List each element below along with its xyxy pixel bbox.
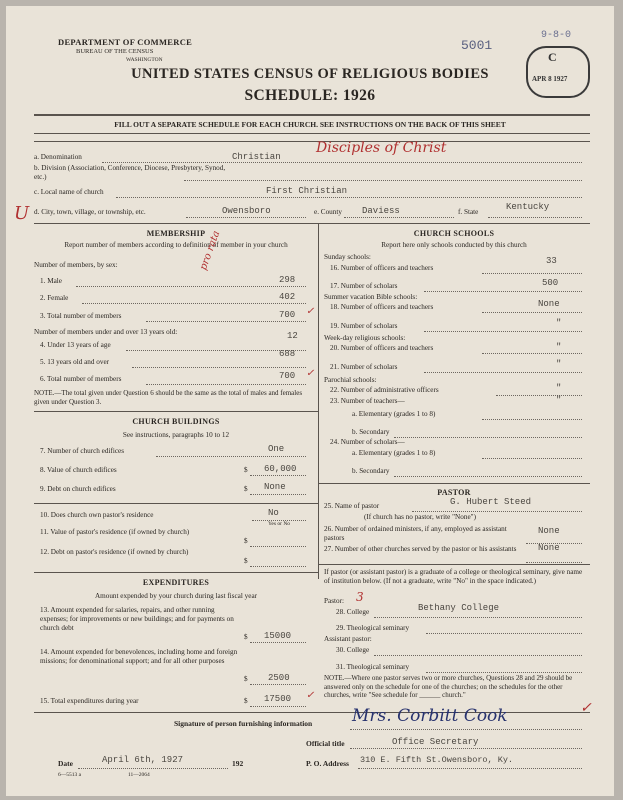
dollar-sign: $ [244,466,248,474]
member-row-value: 298 [279,275,296,285]
q28-value: Bethany College [418,603,500,613]
dollar-sign: $ [244,485,248,493]
q14-value: 2500 [268,673,290,683]
school-row-label: a. Elementary (grades 1 to 8) [352,410,436,418]
building-row-label: 10. Does church own pastor's residence [40,511,154,519]
building-row-label: 7. Number of church edifices [40,447,125,455]
q15-label: 15. Total expenditures during year [40,697,139,705]
school-row-label: b. Secondary [352,428,390,436]
department-label: DEPARTMENT OF COMMERCE [58,37,193,47]
member-row-label: 4. Under 13 years of age [40,341,111,349]
member-row-label: 2. Female [40,294,69,302]
school-row-value: 500 [542,278,559,288]
print-code: 6—5513 a [58,772,82,778]
school-row-value: 33 [546,256,557,266]
age-heading: Number of members under and over 13 years old: [34,328,178,336]
member-row-value: 700 [279,371,296,381]
dollar-sign: $ [244,675,248,683]
building-row-value: One [268,444,285,454]
member-row-value: 688 [279,349,296,359]
handwritten-code: 9-8-0 [541,30,572,41]
member-row-value: 12 [287,331,298,341]
buildings-sub: See instructions, paragraphs 10 to 12 [122,431,230,439]
school-row-label: 21. Number of scholars [330,363,398,371]
city-label: WASHINGTON [126,57,163,63]
yes-no-hint: Yes or No [268,521,291,527]
school-row-label: 20. Number of officers and teachers [330,344,434,352]
school-row-label: a. Elementary (grades 1 to 8) [352,449,436,457]
schedule-title: SCHEDULE: 1926 [244,87,376,104]
q31-label: 31. Theological seminary [336,663,410,671]
q27-label: 27. Number of other churches served by the pastor or his assistants [324,545,517,553]
q26-value: None [538,526,560,536]
college-intro: If pastor (or assistant pastor) is a graduate of a college or theological seminary, give name of institution below. (If not a graduate, write "No" in the space indicated.) [324,568,583,585]
building-row-label: 9. Debt on church edifices [40,485,116,493]
school-row-value: " [556,342,562,352]
q25-label: 25. Name of pastor [324,502,380,510]
member-row-label: 1. Male [40,277,62,285]
handwritten-note: pro rata [198,229,223,272]
q30-label: 30. College [336,646,370,654]
date-value: April 6th, 1927 [102,755,184,765]
building-row-value: No [268,508,279,518]
instruction-line: FILL OUT A SEPARATE SCHEDULE FOR EACH CHURCH. SEE INSTRUCTIONS ON THE BACK OF THIS SHEET [114,120,506,129]
by-sex-heading: Number of members, by sex: [34,261,118,269]
member-row-label: 5. 13 years old and over [40,358,110,366]
pastor-sub-label: Pastor: [324,597,344,605]
school-row-value: " [556,359,562,369]
buildings-title: CHURCH BUILDINGS [132,417,220,426]
denomination-handwritten: Disciples of Christ [316,140,447,156]
school-row-label: b. Secondary [352,467,390,475]
school-heading: Sunday schools: [324,253,371,261]
building-row-label: 12. Debt on pastor's residence (if owned by church) [40,548,189,556]
received-stamp: C APR 8 1927 [526,46,590,98]
check-mark: ✓ [306,306,315,317]
dollar-sign: $ [244,557,248,565]
date-label: Date [58,759,73,768]
city-value: Owensboro [222,206,271,216]
title-label: Official title [306,739,345,748]
school-row-value: " [556,318,562,328]
q29-label: 29. Theological seminary [336,624,410,632]
school-row-value: " [556,383,562,393]
schools-title: CHURCH SCHOOLS [413,229,495,238]
state-value: Kentucky [506,202,550,212]
building-row-label: 8. Value of church edifices [40,466,117,474]
member-row-label: 6. Total number of members [40,375,122,383]
check-mark: ✓ [306,368,315,379]
expenditures-title: EXPENDITURES [142,578,210,587]
expenditures-sub: Amount expended by your church during last fiscal year [94,592,258,600]
building-row-label: 11. Value of pastor's residence (if owned by church) [40,528,190,536]
address-label: P. O. Address [306,759,349,768]
form-number: 5001 [461,38,493,53]
school-row-value: None [538,299,560,309]
check-mark: ✓ [306,690,315,701]
dollar-sign: $ [244,633,248,641]
document-title: UNITED STATES CENSUS OF RELIGIOUS BODIES [131,66,489,82]
q13-label: 13. Amount expended for salaries, repairs, and other running expenses; for improvements or new buildings; and for payments on church debt [40,606,234,632]
denomination-label: a. Denomination [34,153,82,161]
print-code-2: 11—2064 [128,772,150,778]
membership-note: NOTE.—The total given under Question 6 should be the same as the total of males and females given under Question 3. [34,389,303,406]
member-row-label: 3. Total number of members [40,312,122,320]
q14-label: 14. Amount expended for benevolences, including home and foreign missions; for denominational support; and for all other purposes [40,648,238,665]
schools-sub: Report here only schools conducted by this church [381,241,527,249]
q28-label: 28. College [336,608,370,616]
city-label: d. City, town, village, or township, etc. [34,208,146,216]
member-row-value: 402 [279,292,296,302]
county-value: Daviess [362,206,400,216]
membership-intro: Report number of members according to definition of member in your church [64,241,288,249]
school-row-value: " [556,395,562,405]
pastor-title: PASTOR [437,488,471,497]
school-row-label: 19. Number of scholars [330,322,398,330]
school-row-label: 24. Number of scholars— [330,438,405,446]
local-name-value: First Christian [266,186,348,196]
state-label: f. State [458,208,479,216]
dollar-sign: $ [244,537,248,545]
q13-value: 15000 [264,631,292,641]
q15-value: 17500 [264,694,292,704]
division-label: b. Division (Association, Conference, Diocese, Presbytery, Synod, etc.) [34,164,226,181]
signature-label: Signature of person furnishing information [174,719,313,728]
school-row-label: 16. Number of officers and teachers [330,264,434,272]
assistant-label: Assistant pastor: [324,635,372,643]
bureau-label: BUREAU OF THE CENSUS [76,48,154,55]
pastor-handwritten: 3 [356,590,364,604]
title-value: Office Secretary [392,737,479,747]
school-row-label: 17. Number of scholars [330,282,398,290]
school-row-label: 22. Number of administrative officers [330,386,439,394]
census-schedule-sheet [6,6,614,796]
school-heading: Week-day religious schools: [324,334,406,342]
q27-value: None [538,543,560,553]
school-heading: Summer vacation Bible schools: [324,293,418,301]
check-mark: ✓ [580,700,592,716]
school-heading: Parochial schools: [324,376,377,384]
address-value: 310 E. Fifth St.Owensboro, Ky. [360,755,514,765]
year-label: 192 [232,759,244,768]
denomination-typed: Christian [232,152,281,162]
member-row-value: 700 [279,310,296,320]
margin-mark: U [14,203,30,224]
q25-note: (If church has no pastor, write "None") [364,513,476,521]
building-row-value: 60,000 [264,464,297,474]
signature: Mrs. Corbitt Cook [352,706,508,726]
pastor-note: NOTE.—Where one pastor serves two or more churches, Questions 28 and 29 should be answered only on the schedule for one of the churches; on the schedules for the other churches, write "See schedule for ______ church." [324,674,573,699]
membership-title: MEMBERSHIP [146,229,206,238]
q26-label: 26. Number of ordained ministers, if any, employed as assistant pastors [324,525,507,542]
school-row-label: 18. Number of officers and teachers [330,303,434,311]
local-name-label: c. Local name of church [34,188,104,196]
school-row-label: 23. Number of teachers— [330,397,405,405]
dollar-sign: $ [244,697,248,705]
building-row-value: None [264,482,286,492]
county-label: e. County [314,208,342,216]
q25-value: G. Hubert Steed [450,497,532,507]
